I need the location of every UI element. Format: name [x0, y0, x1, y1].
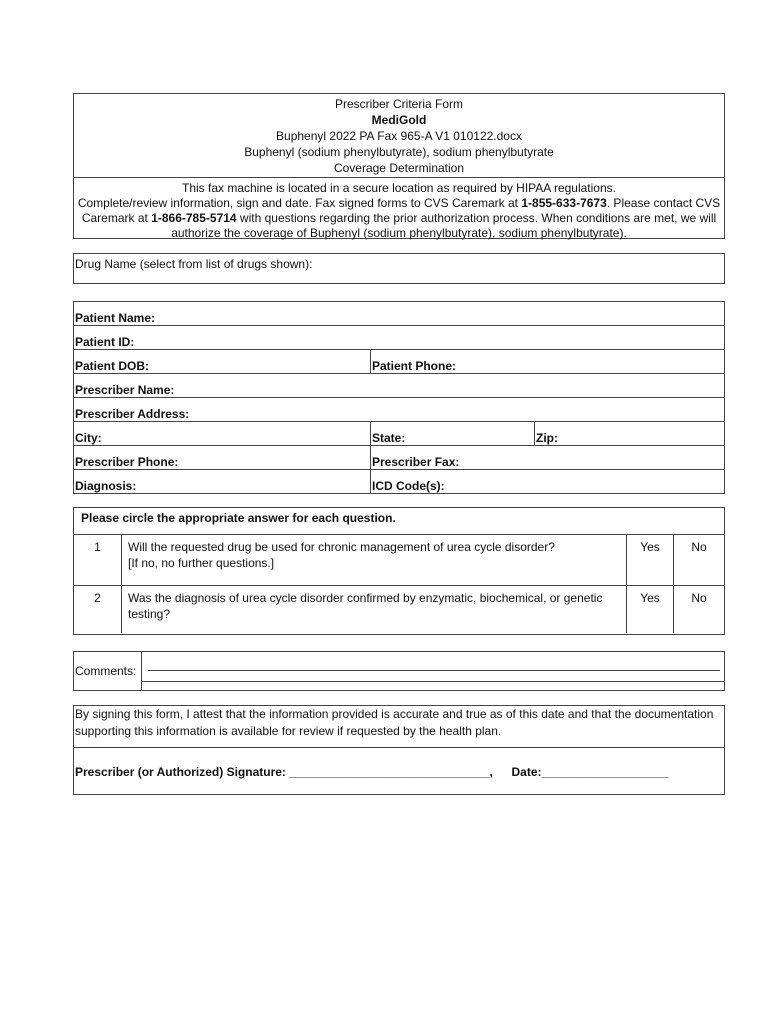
header-titles [74, 94, 724, 178]
question-1-text: Will the requested drug be used for chronic management of urea cycle disorder? [128, 540, 555, 554]
header-notice [74, 178, 724, 241]
comments-section [73, 651, 725, 691]
prescriber-name-field[interactable]: Prescriber Name: [74, 374, 725, 398]
comments-line[interactable] [142, 681, 724, 682]
notice-instructions-b: . Please contact CVS Caremark at [81, 196, 721, 225]
answer-yes[interactable]: Yes [627, 535, 674, 586]
notice-instructions-a: Complete/review information, sign and date. Fax signed forms to CVS Caremark at [77, 196, 522, 210]
questions-section [73, 507, 725, 635]
prescriber-fax-field[interactable]: Prescriber Fax: [371, 446, 725, 470]
determination-title: Coverage Determination [333, 161, 465, 175]
plan-name: MediGold [371, 113, 427, 127]
prescriber-phone-field[interactable]: Prescriber Phone: [74, 446, 371, 470]
question-text [122, 535, 627, 586]
attestation-section [73, 705, 725, 795]
drug-name-label: Drug Name (select from list of drugs shown): [75, 257, 313, 271]
patient-id-field[interactable]: Patient ID: [74, 326, 725, 350]
comments-line[interactable] [148, 670, 720, 671]
patient-dob-field[interactable]: Patient DOB: [74, 350, 371, 374]
question-1-note: [If no, no further questions.] [128, 556, 275, 570]
prescriber-address-field[interactable]: Prescriber Address: [74, 398, 725, 422]
patient-name-field[interactable]: Patient Name: [74, 302, 725, 326]
date-label: Date:___________________ [511, 765, 669, 779]
answer-yes[interactable]: Yes [627, 586, 674, 634]
state-field[interactable]: State: [371, 422, 535, 446]
question-2-text: Was the diagnosis of urea cycle disorder confirmed by enzymatic, biochemical, or genetic testing? [128, 591, 603, 621]
form-title: Prescriber Criteria Form [334, 97, 463, 111]
comments-label: Comments: [74, 652, 142, 690]
question-row [74, 535, 724, 586]
drug-line: Buphenyl (sodium phenylbutyrate), sodium phenylbutyrate [244, 145, 554, 159]
phone-number: 1-866-785-5714 [151, 211, 237, 225]
question-number: 1 [74, 535, 122, 586]
notice-hipaa: This fax machine is located in a secure location as required by HIPAA regulations. [181, 181, 616, 195]
patient-info-table [73, 301, 725, 494]
zip-field[interactable]: Zip: [535, 422, 725, 446]
signature-label: Prescriber (or Authorized) Signature: ______________________________, [75, 765, 493, 779]
icd-codes-field[interactable]: ICD Code(s): [371, 470, 725, 494]
answer-no[interactable]: No [674, 586, 725, 634]
diagnosis-field[interactable]: Diagnosis: [74, 470, 371, 494]
answer-no[interactable]: No [674, 535, 725, 586]
questions-table [74, 535, 724, 633]
fax-number: 1-855-633-7673 [521, 196, 607, 210]
signature-line[interactable] [74, 748, 724, 779]
city-field[interactable]: City: [74, 422, 371, 446]
patient-phone-field[interactable]: Patient Phone: [371, 350, 725, 374]
attestation-text: By signing this form, I attest that the information provided is accurate and true as of this date and that the documentation supporting this information is available for review if requested by the health plan. [74, 706, 724, 748]
question-row [74, 586, 724, 634]
file-name: Buphenyl 2022 PA Fax 965-A V1 010122.docx [276, 129, 522, 143]
question-number: 2 [74, 586, 122, 634]
questions-header: Please circle the appropriate answer for each question. [74, 508, 724, 535]
drug-name-field[interactable] [73, 253, 725, 284]
form-header [73, 93, 725, 239]
notice-instructions-c: with questions regarding the prior authorization process. When conditions are met, we will authorize the coverage of Buphenyl (sodium phenylbutyrate), sodium phenylbutyrate). [171, 211, 717, 240]
